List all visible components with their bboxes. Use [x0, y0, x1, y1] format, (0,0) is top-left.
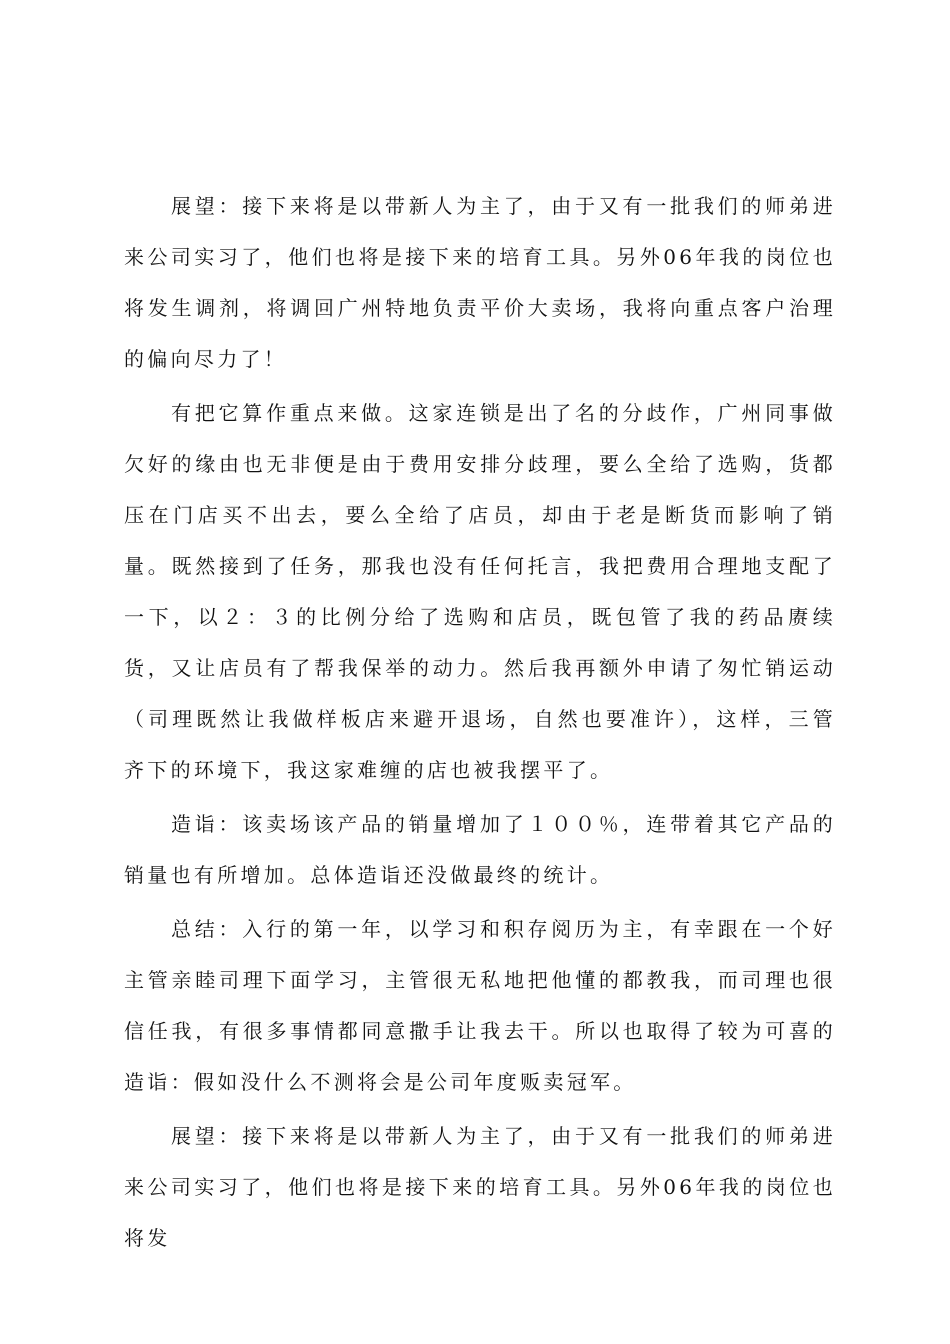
paragraph-chain-store: 有把它算作重点来做。这家连锁是出了名的分歧作，广州同事做欠好的缘由也无非便是由于费用安排分歧理，要么全给了选购，货都压在门店买不出去，要么全给了店员，却由于老是断货而影响了销量。既然接到了任务，那我也没有任何托言，我把费用合理地支配了一下，以２：３的比例分给了选购和店员，既包管了我的药品赓续货，又让店员有了帮我保举的动力。然后我再额外申请了匆忙销运动（司理既然让我做样板店来避开退场，自然也要准许），这样，三管齐下的环境下，我这家难缠的店也被我摆平了。 — [124, 401, 836, 782]
document-body — [124, 181, 836, 1264]
paragraph-achievement: 造诣：该卖场该产品的销量增加了１００％，连带着其它产品的销量也有所增加。总体造诣还没做最终的统计。 — [124, 812, 836, 887]
paragraph-outlook: 展望：接下来将是以带新人为主了，由于又有一批我们的师弟进来公司实习了，他们也将是接下来的培育工具。另外06年我的岗位也将发生调剂，将调回广州特地负责平价大卖场，我将向重点客户治理的偏向尽力了！ — [124, 194, 836, 371]
paragraph-summary: 总结：入行的第一年，以学习和积存阅历为主，有幸跟在一个好主管亲睦司理下面学习，主管很无私地把他懂的都教我，而司理也很信任我，有很多事情都同意撒手让我去干。所以也取得了较为可喜的造诣：假如没什么不测将会是公司年度贩卖冠军。 — [124, 917, 836, 1094]
paragraph-outlook-repeat: 展望：接下来将是以带新人为主了，由于又有一批我们的师弟进来公司实习了，他们也将是接下来的培育工具。另外06年我的岗位也将发 — [124, 1124, 836, 1250]
